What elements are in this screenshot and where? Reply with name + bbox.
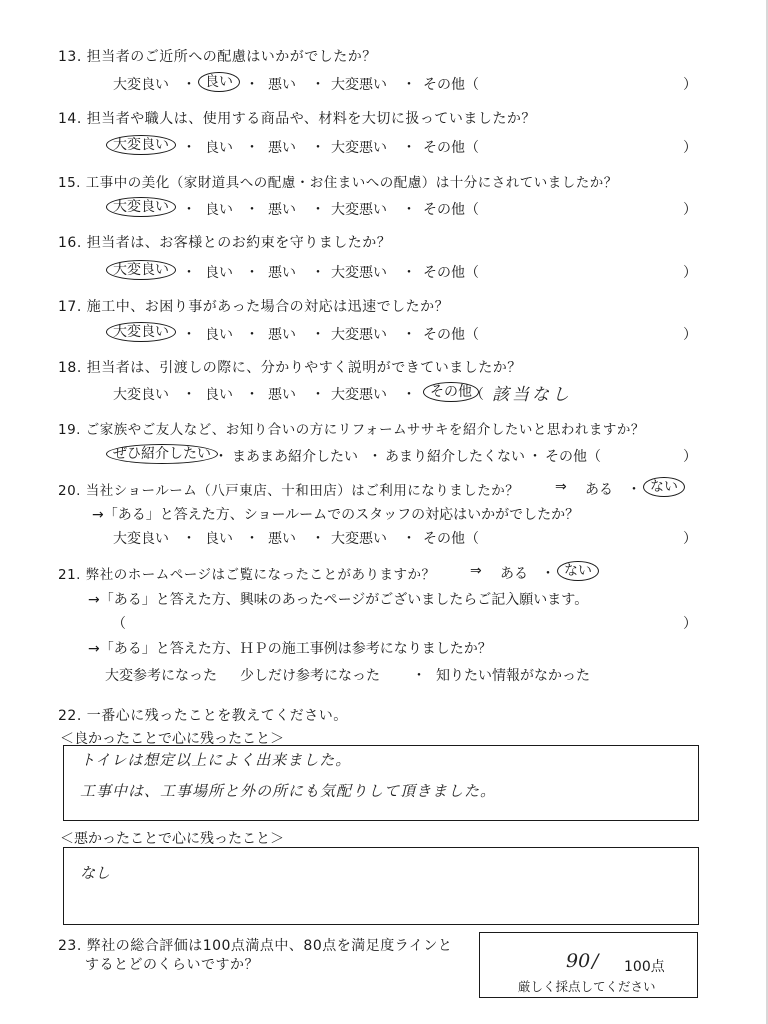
q16-option-very-bad[interactable]: 大変悪い [331, 265, 387, 281]
q20-sep: ・ [182, 531, 196, 547]
q22-good-handwritten-line2: 工事中は、工事場所と外の所にも気配りして頂きました。 [80, 782, 497, 800]
q18-option-good[interactable]: 良い [205, 387, 233, 403]
q19-sep: ・ [368, 449, 382, 465]
q13-option-good-selected[interactable] [205, 74, 233, 90]
q17-paren-close: ） [683, 327, 697, 343]
q15-option-bad[interactable]: 悪い [268, 202, 296, 218]
q14-sep: ・ [182, 140, 196, 156]
q17-sep: ・ [311, 327, 325, 343]
q20-option-very-good[interactable]: 大変良い [113, 531, 169, 547]
q19-sep: ・ [214, 449, 228, 465]
q23-score-value: 90 [566, 950, 591, 972]
q14-paren-close: ） [683, 140, 697, 156]
q15-sep: ・ [245, 202, 259, 218]
q15-sep: ・ [182, 202, 196, 218]
q20-paren-close: ） [683, 531, 697, 547]
q20-option-yes[interactable]: ある [585, 482, 613, 498]
q21-option-no-selected[interactable] [564, 563, 592, 579]
q14-option-bad[interactable]: 悪い [268, 140, 296, 156]
q19-option-somewhat[interactable]: まあまあ紹介したい [232, 449, 358, 465]
question-13: 13. 担当者のご近所への配慮はいかがでしたか？ [58, 49, 377, 65]
q22-good-header: ＜良かったことで心に残ったこと＞ [60, 731, 284, 747]
q17-sep: ・ [182, 327, 196, 343]
q22-bad-header: ＜悪かったことで心に残ったこと＞ [60, 831, 284, 847]
q16-option-other[interactable]: その他（ [423, 265, 479, 281]
q17-option-very-good-selected[interactable] [113, 324, 169, 340]
q16-sep: ・ [402, 265, 416, 281]
q23-note: 厳しく採点してください [518, 979, 656, 994]
q14-sep: ・ [311, 140, 325, 156]
q22-good-handwritten-line1: トイレは想定以上によく出来ました。 [80, 751, 352, 769]
q14-option-very-bad[interactable]: 大変悪い [331, 140, 387, 156]
q19-paren-close: ） [683, 449, 697, 465]
q21-option-very-helpful[interactable]: 大変参考になった [105, 668, 217, 684]
question-14: 14. 担当者や職人は、使用する商品や、材料を大切に扱っていましたか？ [58, 111, 536, 127]
q15-option-very-good-selected[interactable] [113, 199, 169, 215]
q14-sep: ・ [402, 140, 416, 156]
q18-sep: ・ [245, 387, 259, 403]
q20-sep: ・ [311, 531, 325, 547]
q17-option-other[interactable]: その他（ [423, 327, 479, 343]
question-21: 21. 弊社のホームページはご覧になったことがありますか？ [58, 567, 436, 583]
q21-followup-1: →「ある」と答えた方、興味のあったページがございましたらご記入願います。 [88, 592, 589, 608]
q20-option-no-selected[interactable] [650, 479, 678, 495]
q17-circled-very-good: 大変良い [106, 322, 176, 342]
q13-option-very-good[interactable]: 大変良い [113, 77, 169, 93]
q17-option-very-bad[interactable]: 大変悪い [331, 327, 387, 343]
q16-option-very-good-selected[interactable] [113, 262, 169, 278]
q21-circled-no: ない [557, 561, 599, 581]
q18-option-other-selected[interactable] [430, 384, 472, 400]
q20-option-good[interactable]: 良い [205, 531, 233, 547]
q13-option-bad[interactable]: 悪い [268, 77, 296, 93]
q16-circled-very-good: 大変良い [106, 260, 176, 280]
q18-circled-other: その他 [423, 382, 479, 402]
q20-option-other[interactable]: その他（ [423, 531, 479, 547]
q21-option-yes[interactable]: ある [500, 566, 528, 582]
q19-option-not-really[interactable]: あまり紹介したくない [385, 449, 525, 465]
q20-option-very-bad[interactable]: 大変悪い [331, 531, 387, 547]
q13-circled-good: 良い [198, 72, 240, 92]
q20-sep: ・ [245, 531, 259, 547]
q18-sep: ・ [402, 387, 416, 403]
q21-sep: ・ [541, 566, 555, 582]
question-20: 20. 当社ショールーム（八戸東店、十和田店）はご利用になりましたか？ [58, 483, 520, 499]
q16-sep: ・ [182, 265, 196, 281]
q19-option-other[interactable]: その他（ [545, 449, 601, 465]
q18-paren-open: （ [470, 387, 484, 403]
q17-option-bad[interactable]: 悪い [268, 327, 296, 343]
q21-option-no-info[interactable]: 知りたい情報がなかった [436, 668, 590, 684]
q16-sep: ・ [311, 265, 325, 281]
q16-sep: ・ [245, 265, 259, 281]
question-15: 15. 工事中の美化（家財道具への配慮・お住まいへの配慮）は十分にされていましたか？ [58, 175, 618, 191]
q16-option-bad[interactable]: 悪い [268, 265, 296, 281]
question-19: 19. ご家族やご友人など、お知り合いの方にリフォームササキを紹介したいと思われますか？ [58, 422, 645, 438]
q13-sep: ・ [245, 77, 259, 93]
q20-sep: ・ [627, 482, 641, 498]
q20-arrow: ⇒ [555, 479, 567, 495]
q13-sep: ・ [182, 77, 196, 93]
q13-sep: ・ [402, 77, 416, 93]
q17-option-good[interactable]: 良い [205, 327, 233, 343]
q15-sep: ・ [402, 202, 416, 218]
q23-score-max: 100点 [624, 959, 665, 975]
q21-paren-close: ） [683, 616, 697, 632]
q13-paren-close: ） [683, 77, 697, 93]
q14-option-other[interactable]: その他（ [423, 140, 479, 156]
q18-option-bad[interactable]: 悪い [268, 387, 296, 403]
q13-option-other[interactable]: その他（ [423, 77, 479, 93]
q16-option-good[interactable]: 良い [205, 265, 233, 281]
q14-sep: ・ [245, 140, 259, 156]
q15-circled-very-good: 大変良い [106, 197, 176, 217]
q14-circled-very-good: 大変良い [106, 135, 176, 155]
q18-sep: ・ [182, 387, 196, 403]
q16-paren-close: ） [683, 265, 697, 281]
q20-circled-no: ない [643, 477, 685, 497]
q20-option-bad[interactable]: 悪い [268, 531, 296, 547]
q15-option-other[interactable]: その他（ [423, 202, 479, 218]
q18-option-very-bad[interactable]: 大変悪い [331, 387, 387, 403]
question-23-line1: 23. 弊社の総合評価は100点満点中、80点を満足度ラインと [58, 938, 453, 954]
q21-followup-2: →「ある」と答えた方、ＨＰの施工事例は参考になりましたか？ [88, 641, 492, 657]
q13-sep: ・ [311, 77, 325, 93]
q21-sep: ・ [412, 668, 426, 684]
q18-option-very-good[interactable]: 大変良い [113, 387, 169, 403]
q18-handwritten-note: 該当なし [492, 385, 572, 405]
q15-paren-close: ） [683, 202, 697, 218]
q22-bad-handwritten-line1: なし [80, 864, 111, 882]
q23-score-slash: / [592, 950, 599, 972]
question-22: 22. 一番心に残ったことを教えてください。 [58, 708, 348, 724]
q20-followup: →「ある」と答えた方、ショールームでのスタッフの対応はいかがでしたか？ [92, 507, 580, 523]
q18-sep: ・ [311, 387, 325, 403]
q17-sep: ・ [245, 327, 259, 343]
q13-option-very-bad[interactable]: 大変悪い [331, 77, 387, 93]
q22-bad-textarea[interactable] [63, 847, 699, 925]
question-18: 18. 担当者は、引渡しの際に、分かりやすく説明ができていましたか？ [58, 360, 522, 376]
question-17: 17. 施工中、お困り事があった場合の対応は迅速でしたか？ [58, 299, 450, 315]
q20-sep: ・ [402, 531, 416, 547]
q17-sep: ・ [402, 327, 416, 343]
q21-paren-open: （ [112, 616, 126, 632]
q15-option-very-bad[interactable]: 大変悪い [331, 202, 387, 218]
q15-sep: ・ [311, 202, 325, 218]
q15-option-good[interactable]: 良い [205, 202, 233, 218]
q14-option-very-good-selected[interactable] [113, 137, 169, 153]
q19-circled-definitely: ぜひ紹介したい [106, 444, 218, 464]
question-16: 16. 担当者は、お客様とのお約束を守りましたか？ [58, 235, 392, 251]
q19-option-definitely-selected[interactable] [113, 446, 211, 462]
q21-arrow: ⇒ [470, 563, 482, 579]
q19-sep: ・ [528, 449, 542, 465]
question-23-line2: するとどのくらいですか？ [85, 957, 259, 973]
q14-option-good[interactable]: 良い [205, 140, 233, 156]
q21-option-somewhat-helpful[interactable]: 少しだけ参考になった [240, 668, 380, 684]
